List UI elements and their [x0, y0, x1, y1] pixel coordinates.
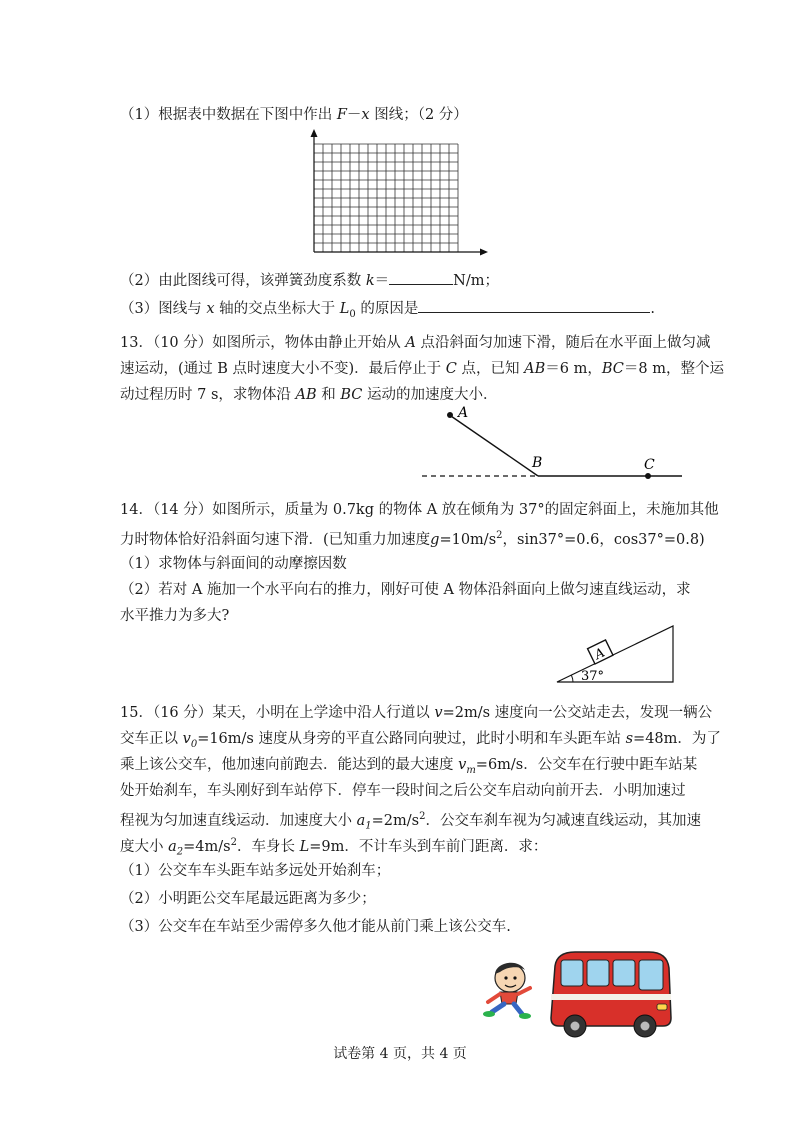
page-footer: 试卷第 4 页，共 4 页 [333, 1046, 467, 1062]
q13-line3: 动过程历时 7 s，求物体沿 AB 和 BC 运动的加速度大小． [120, 387, 498, 403]
q15-sub1: （1）公交车车头距车站多远处开始刹车； [120, 863, 391, 879]
q14-line2: 力时物体恰好沿斜面匀速下滑．(已知重力加速度$g=10m/s^2$，sin37°=0.6，cos37°=0.8) [120, 530, 705, 548]
block-label: A [592, 645, 608, 664]
q15-line2: 交车正以 $v_0=16m/s$ 速度从身旁的平直公路同向驶过，此时小明和车头距车站 s=48m．为了 [120, 731, 721, 750]
label-c: C [644, 457, 655, 473]
q15-line6: 度大小 $a_2=4m/s^2$．车身长 L=9m．不计车头到车前门距离．求： [120, 837, 548, 858]
point-a [447, 412, 453, 418]
q15-sub2: （2）小明距公交车尾最远距离为多少； [120, 891, 376, 907]
answer-blank-reason[interactable] [418, 298, 650, 313]
q12-sub1: （1）根据表中数据在下图中作出 F－x 图线；（2 分） [120, 107, 468, 123]
running-boy-illustration [478, 956, 540, 1020]
point-c [645, 473, 651, 479]
q14-sub1: （1）求物体与斜面间的动摩擦因数 [120, 556, 347, 572]
q15-line1: 15．（16 分）某天，小明在上学途中沿人行道以 v=2m/s 速度向一公交站走去，发现一辆公 [120, 705, 713, 721]
incline-diagram-14 [545, 620, 685, 690]
q14-line1: 14．（14 分）如图所示，质量为 0.7kg 的物体 A 放在倾角为 37°的固定斜面上，未施加其他 [120, 502, 719, 518]
q15-line4: 处开始刹车，车头刚好到车站停下．停车一段时间之后公交车启动向前开去．小明加速过 [120, 783, 686, 799]
q13-line2: 速运动，(通过 B 点时速度大小不变)．最后停止于 C 点，已知 AB＝6 m，BC＝8 m，整个运 [120, 361, 724, 377]
q14-sub2-line1: （2）若对 A 施加一个水平向右的推力，刚好可使 A 物体沿斜面向上做匀速直线运动，求 [120, 582, 691, 598]
grid-chart [300, 128, 490, 260]
q15-line3: 乘上该公交车，他加速向前跑去．能达到的最大速度 $v_m=6m/s$．公交车在行驶中距车站某 [120, 757, 698, 776]
q12-sub2: （2）由此图线可得，该弹簧劲度系数 k＝ N/m； [120, 270, 499, 291]
label-a: A [458, 405, 469, 421]
q15-line5: 程视为匀加速直线运动．加速度大小 $a_1=2m/s^2$．公交车刹车视为匀减速直线运动，其加速 [120, 811, 701, 832]
q13-line1: 13．（10 分）如图所示，物体由静止开始从 A 点沿斜面匀加速下滑，随后在水平面上做匀减 [120, 335, 711, 351]
q12-sub3: （3）图线与 x 轴的交点坐标大于 $L_0$ 的原因是 . [120, 298, 655, 325]
q14-sub2-line2: 水平推力为多大? [120, 608, 230, 624]
angle-label: 37° [581, 669, 605, 684]
label-b: B [532, 455, 543, 471]
bus-illustration [545, 946, 675, 1038]
incline-diagram-13 [420, 400, 690, 490]
q15-sub3: （3）公交车在车站至少需停多久他才能从前门乘上该公交车. [120, 919, 511, 935]
answer-blank-k[interactable] [389, 270, 453, 285]
